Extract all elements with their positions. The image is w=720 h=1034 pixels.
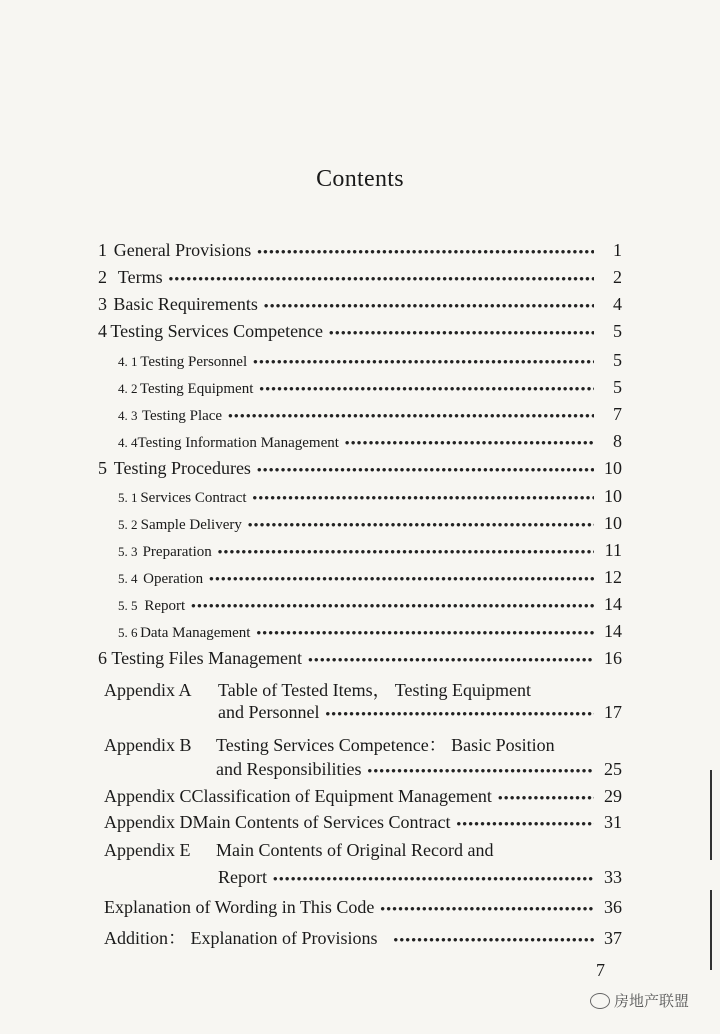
dot-leader [169,271,594,287]
toc-subentry[interactable] [118,404,622,425]
appendix-c-entry[interactable] [104,786,622,807]
entry-page: 10 [604,458,622,478]
dot-leader [256,625,594,641]
entry-label: Testing Procedures [113,458,251,478]
appendix-title: Main Contents of Services Contract [192,812,451,832]
entry-number: 5. 1 [118,490,138,505]
entry-label: Testing Equipment [139,381,254,397]
entry-page: 1 [613,240,622,260]
watermark [590,990,689,1011]
entry-page: 37 [604,928,622,948]
toc-subentry[interactable] [118,594,622,615]
entry-page: 17 [604,702,622,722]
watermark-text: 房地产联盟 [614,992,690,1010]
entry-number: 5. 5 [118,598,138,613]
dot-leader [264,298,594,314]
entry-page: 5 [613,377,622,397]
toc-subentry[interactable] [118,621,622,642]
dot-leader [456,816,594,832]
entry-number: 3 [98,294,107,314]
appendix-title: Testing Services Competence： Basic Position [216,735,555,755]
entry-page: 29 [604,786,622,806]
appendix-title-cont: and Responsibilities [216,759,362,779]
entry-label: Testing Personnel [140,354,248,370]
appendix-number: Appendix B [104,735,192,755]
dot-leader [325,706,594,722]
entry-page: 11 [604,540,622,560]
appendix-number: Appendix C [104,786,192,806]
dot-leader [308,652,594,668]
page-title: Contents [316,166,404,192]
entry-number: 2 [98,267,107,287]
appendix-number: Appendix E [104,840,191,860]
entry-label: Sample Delivery [140,517,242,533]
toc-subentry[interactable] [118,567,622,588]
appendix-title: Table of Tested Items， Testing Equipment [218,680,531,700]
dot-leader [253,490,594,506]
entry-number: 4. 2 [118,381,138,396]
entry-label: General Provisions [113,240,252,260]
entry-page: 16 [604,648,622,668]
chat-bubble-icon [590,993,610,1009]
toc-subentry[interactable] [118,431,622,452]
entry-page: 25 [604,759,622,779]
entry-label: Report [144,598,186,614]
appendix-title-cont: Report [218,867,267,887]
entry-page: 12 [604,567,622,587]
entry-number: 6 [98,648,107,668]
toc-entry-explanation-wording[interactable] [104,897,622,918]
scan-edge-line [710,770,712,860]
appendix-title-cont: and Personnel [218,702,320,722]
dot-leader [257,244,594,260]
entry-label: Testing Services Competence [110,321,324,341]
appendix-title: Main Contents of Original Record and [216,840,494,860]
dot-leader [273,871,594,887]
entry-label: Services Contract [140,490,247,506]
entry-number: 4. 3 [118,408,138,423]
toc-entry[interactable] [98,458,622,479]
entry-number: 5. 4 [118,571,138,586]
entry-page: 14 [604,594,622,614]
entry-label: Data Management [140,625,251,641]
appendix-number: Appendix D [104,812,193,832]
entry-page: 14 [604,621,622,641]
entry-number: 1 [98,240,107,260]
dot-leader [218,544,594,560]
scan-edge-line [710,890,712,970]
dot-leader [394,932,595,948]
entry-page: 5 [613,321,622,341]
entry-page: 2 [613,267,622,287]
entry-page: 36 [604,897,622,917]
entry-page: 5 [613,350,622,370]
dot-leader [368,763,595,779]
entry-page: 10 [604,486,622,506]
toc-subentry[interactable] [118,486,622,507]
entry-label: Basic Requirements [113,294,258,314]
entry-label: Operation [143,571,204,587]
entry-page: 4 [613,294,622,314]
toc-subentry[interactable] [118,540,622,561]
appendix-e-heading[interactable] [104,840,493,861]
entry-label: Preparation [142,544,212,560]
dot-leader [380,901,594,917]
toc-entry-addition[interactable] [104,924,622,950]
toc-entry[interactable] [98,648,622,669]
dot-leader [248,517,594,533]
appendix-number: Appendix A [104,680,192,700]
entry-number: 5 [98,458,107,478]
toc-subentry[interactable] [118,350,622,371]
dot-leader [253,354,594,370]
dot-leader [345,435,594,451]
toc-entry[interactable] [98,294,622,315]
entry-label: Addition： Explanation of Provisions [104,928,378,948]
dot-leader [257,462,594,478]
entry-number: 4. 4 [118,435,138,450]
appendix-e-continuation[interactable] [218,867,622,888]
entry-page: 10 [604,513,622,533]
toc-entry[interactable] [98,321,622,342]
entry-label: Testing Information Management [137,435,339,451]
dot-leader [209,571,594,587]
toc-entry[interactable] [98,267,622,288]
entry-label: Testing Place [141,408,223,424]
appendix-title: Classification of Equipment Management [191,786,492,806]
dot-leader [228,408,594,424]
appendix-a-continuation[interactable] [218,702,622,723]
appendix-d-entry[interactable] [104,812,622,833]
entry-number: 5. 3 [118,544,138,559]
toc-entry[interactable] [98,240,622,261]
page-number: 7 [596,960,605,980]
entry-page: 8 [613,431,622,451]
dot-leader [329,325,594,341]
entry-number: 5. 2 [118,517,138,532]
entry-page: 31 [604,812,622,832]
dot-leader [498,790,594,806]
entry-label: Explanation of Wording in This Code [104,897,375,917]
entry-page: 33 [604,867,622,887]
dot-leader [259,381,594,397]
appendix-b-continuation[interactable] [216,759,622,780]
toc-subentry[interactable] [118,377,622,398]
entry-number: 4 [98,321,107,341]
appendix-b-heading[interactable] [104,731,555,757]
entry-label: Testing Files Management [111,648,303,668]
toc-subentry[interactable] [118,513,622,534]
entry-label: Terms [117,267,163,287]
entry-number: 4. 1 [118,354,138,369]
entry-number: 5. 6 [118,625,138,640]
dot-leader [191,598,594,614]
appendix-a-heading[interactable] [104,676,531,702]
entry-page: 7 [613,404,622,424]
